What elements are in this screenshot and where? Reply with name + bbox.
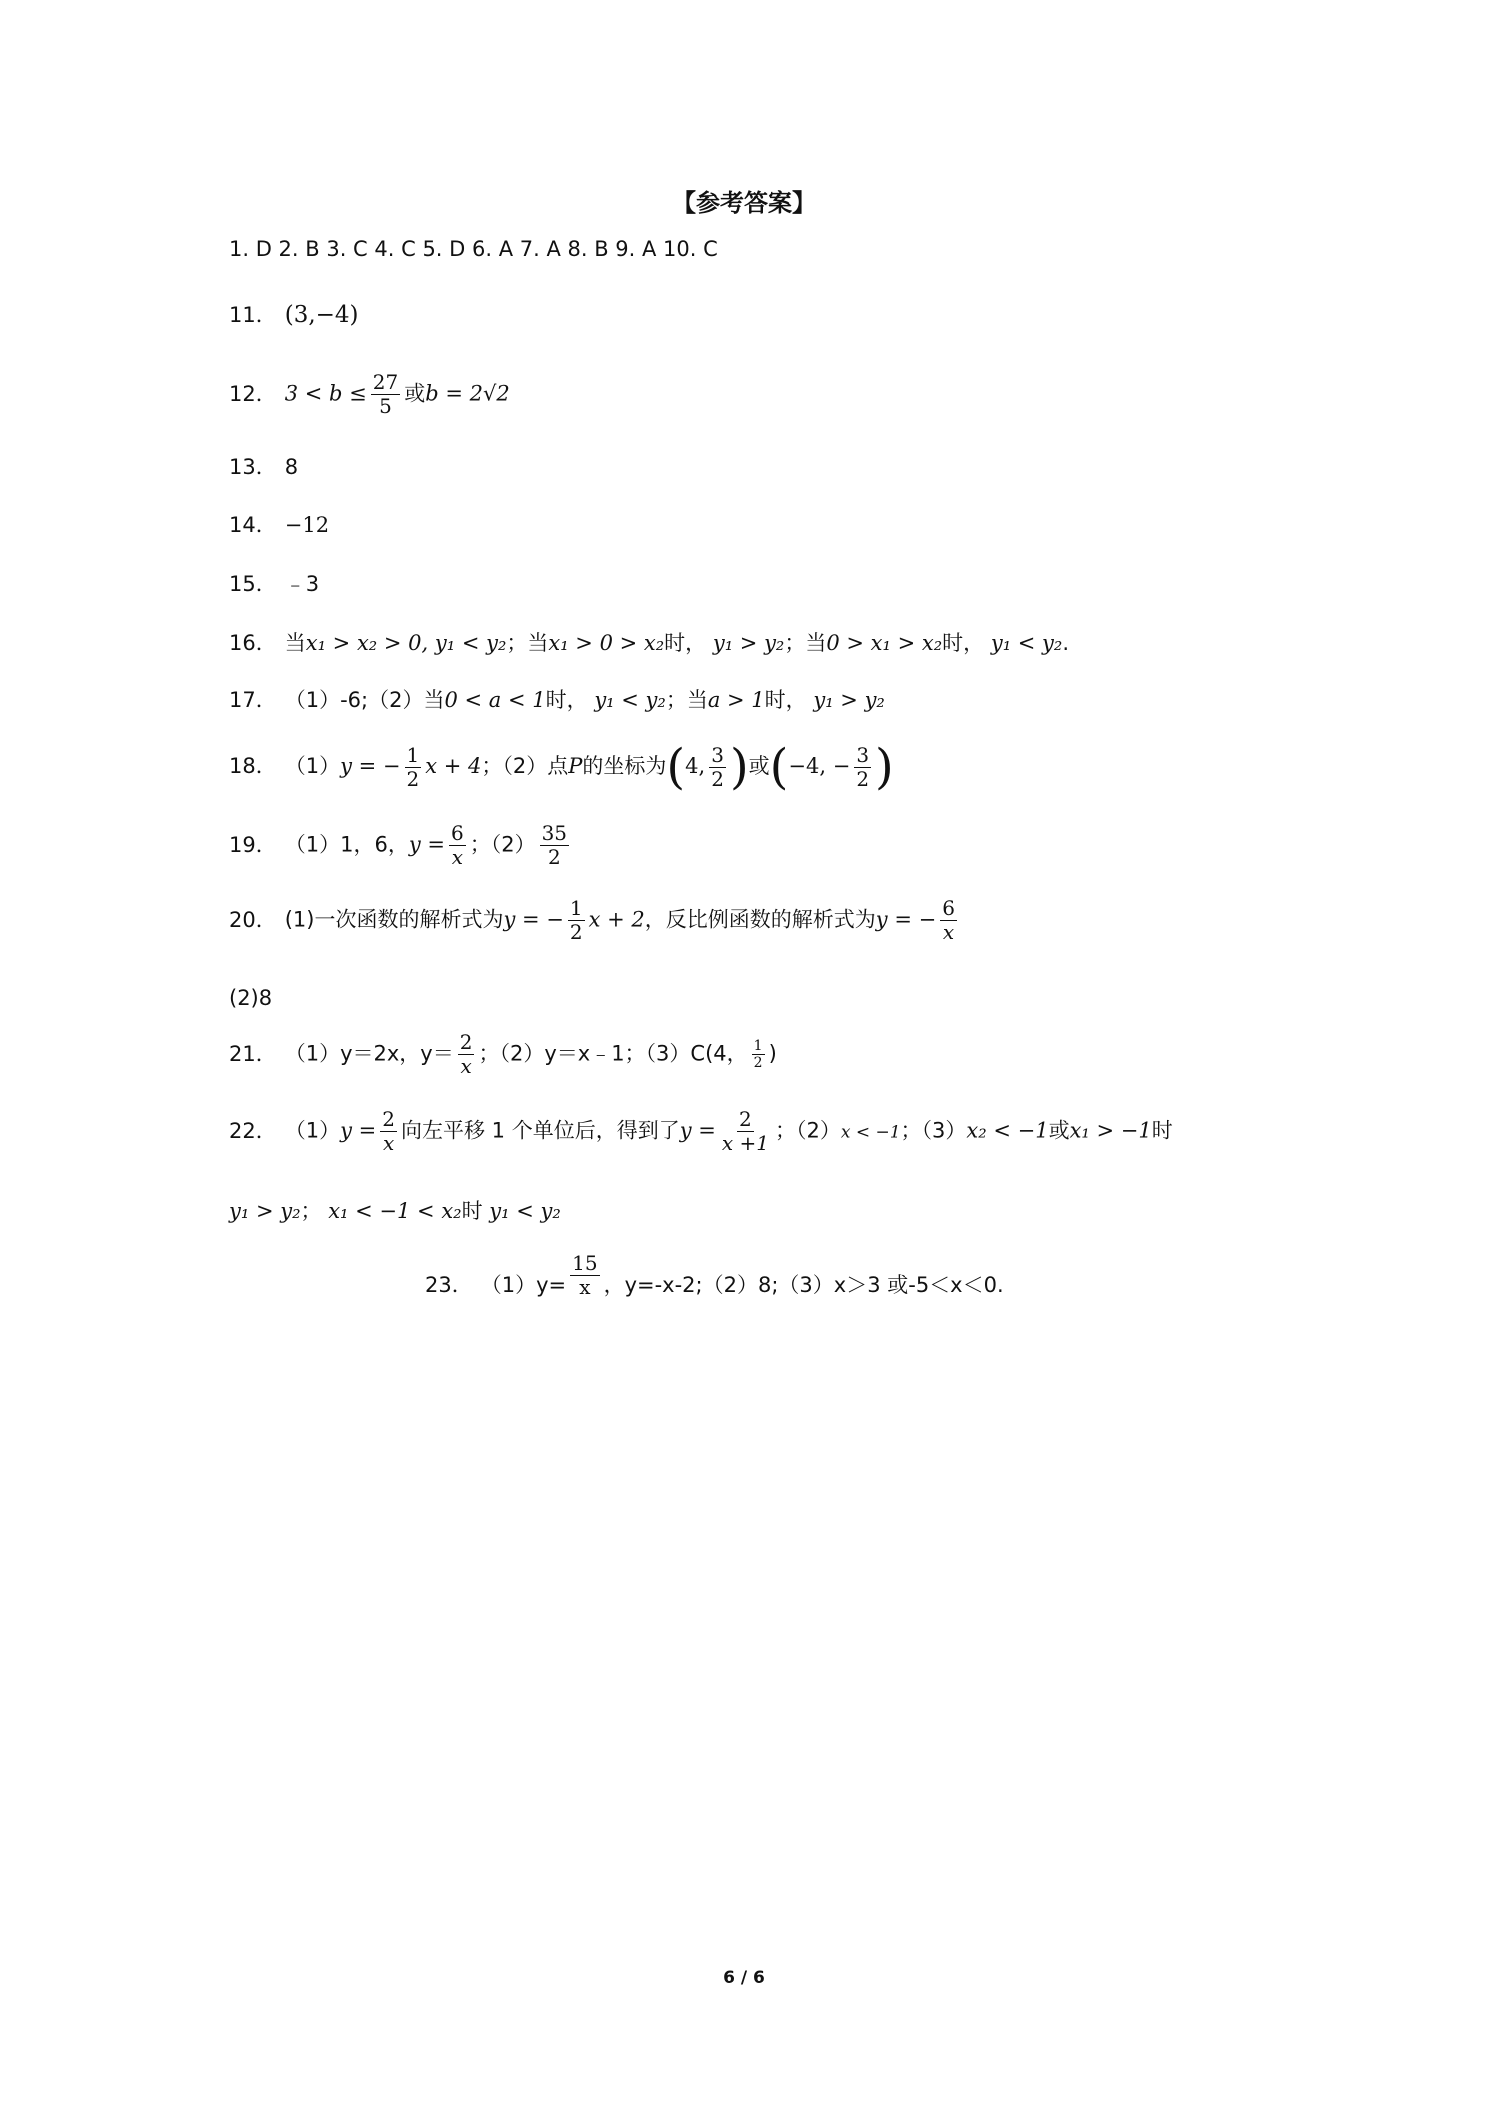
answer-20-part-2: (2)8 [229, 986, 273, 1010]
text: 时， [764, 688, 807, 712]
text: 时， [545, 688, 588, 712]
text: ；当 [784, 631, 827, 655]
answer-value: (3,−4) [284, 302, 359, 328]
fraction [854, 744, 871, 791]
page-number: 6 / 6 [723, 1968, 765, 1988]
text: ；（2） [469, 832, 536, 857]
denominator: x [579, 1275, 591, 1299]
text: ；（2） [774, 1118, 841, 1143]
math-text: x + 4 [425, 754, 482, 778]
math-text: x₁ > x₂ > 0, y₁ < y₂ [305, 631, 507, 655]
text: 时 [1151, 1118, 1173, 1143]
fraction [405, 744, 422, 791]
answer-18 [229, 739, 894, 795]
answer-22 [229, 1108, 1173, 1155]
denominator: 2 [711, 766, 724, 791]
denominator: 2 [753, 1055, 763, 1071]
denominator: 2 [547, 845, 561, 869]
numerator: 2 [739, 1107, 752, 1131]
text: ；当 [506, 631, 549, 655]
text: 当 [284, 631, 306, 655]
math-text: y = [408, 832, 445, 857]
math-text: x₂ < −1 [966, 1118, 1049, 1143]
text: ) [768, 1041, 777, 1066]
numerator: 2 [382, 1107, 395, 1131]
text: 向左平移 1 个单位后，得到了 [400, 1118, 680, 1143]
denominator: x [451, 845, 463, 869]
answers-1-10: 1. D 2. B 3. C 4. C 5. D 6. A 7. A 8. B 9. A 10. C [229, 237, 718, 261]
question-number: 22． [229, 1118, 277, 1143]
fraction [709, 744, 726, 791]
answer-16 [229, 633, 1069, 654]
numerator: 1 [753, 1037, 763, 1054]
answer-value: −12 [284, 513, 330, 537]
numerator: 35 [541, 821, 568, 845]
text: （1）-6;（2）当 [284, 688, 445, 712]
text: ，y=-x-2;（2）8;（3）x＞3 或-5＜x＜0. [603, 1273, 1004, 1297]
fraction [380, 1108, 397, 1155]
left-paren: ( [666, 739, 686, 795]
math-text: x + 2 [588, 907, 645, 932]
math-text: y₁ < y₂ [594, 688, 666, 712]
fraction [371, 371, 400, 418]
math-text: 0 > x₁ > x₂ [826, 631, 943, 655]
text: ，反比例函数的解析式为 [644, 907, 876, 932]
numerator: 1 [569, 896, 583, 920]
answer-value: ﹣3 [284, 572, 320, 596]
text: . [1062, 631, 1070, 655]
fraction [720, 1108, 771, 1155]
answer-17 [229, 690, 885, 711]
denominator: 2 [856, 766, 870, 791]
text: （1）1，6， [284, 832, 409, 857]
numerator: 1 [406, 742, 420, 767]
math-text: x₁ > −1 [1069, 1118, 1152, 1143]
page-title: 【参考答案】 [672, 189, 816, 217]
question-number: 13． [229, 455, 277, 479]
denominator: x +1 [721, 1131, 769, 1155]
text: ；（3） [900, 1118, 967, 1143]
math-text: 4, [685, 754, 706, 778]
math-text: 3 < b ≤ [284, 381, 367, 406]
text: ；当 [665, 688, 708, 712]
answer-19 [229, 822, 573, 869]
fraction [568, 897, 585, 944]
denominator: 2 [406, 766, 420, 791]
numerator: 2 [459, 1030, 473, 1054]
numerator: 3 [856, 742, 870, 767]
math-text: y = − [340, 754, 401, 778]
denominator: x [382, 1131, 395, 1155]
math-text: b = 2√2 [425, 381, 510, 406]
text: 或 [748, 754, 770, 778]
question-number: 14． [229, 513, 277, 537]
text: (1)一次函数的解析式为 [284, 907, 504, 932]
text: ；（2）点 [481, 754, 569, 778]
fraction [570, 1252, 599, 1299]
math-text: 0 < a < 1 [444, 688, 546, 712]
text: 时 [461, 1199, 483, 1223]
math-text: y₁ > y₂ [813, 688, 885, 712]
question-number: 21． [229, 1041, 277, 1066]
math-text: y₁ < y₂ [489, 1199, 561, 1223]
math-text: y = − [875, 907, 937, 932]
question-number: 15． [229, 572, 277, 596]
numerator: 15 [572, 1251, 598, 1275]
answer-22-continued [229, 1201, 561, 1222]
question-number: 19． [229, 832, 277, 857]
denominator: x [460, 1054, 472, 1078]
fraction [752, 1038, 765, 1071]
question-number: 12． [229, 381, 277, 406]
text: （1） [284, 1118, 341, 1143]
math-text: y = − [503, 907, 564, 932]
text: ； [300, 1199, 322, 1223]
text: （1）y= [480, 1273, 567, 1297]
answer-23 [425, 1252, 1004, 1299]
numerator: 6 [450, 821, 464, 845]
fraction [540, 822, 569, 869]
left-paren: ( [769, 739, 789, 795]
math-text: x < −1 [840, 1122, 901, 1143]
answer-11 [229, 304, 359, 327]
math-text: x₁ < −1 < x₂ [328, 1199, 462, 1223]
fraction [458, 1031, 475, 1078]
numerator: 3 [711, 742, 724, 767]
math-text: y₁ > y₂ [229, 1199, 301, 1223]
question-number: 17． [229, 688, 277, 712]
numerator: 6 [942, 896, 955, 920]
text: 时， [664, 631, 707, 655]
question-number: 18． [229, 754, 277, 778]
text: ；（2）y＝x﹣1；（3）C(4， [478, 1041, 748, 1066]
answer-21 [229, 1031, 777, 1078]
text: 或 [404, 381, 426, 406]
text: 或 [1048, 1118, 1070, 1143]
answer-20 [229, 897, 961, 944]
text: （1）y＝2x，y＝ [284, 1041, 454, 1066]
fraction [449, 822, 466, 869]
question-number: 23． [425, 1273, 473, 1297]
answer-14 [229, 515, 329, 536]
right-paren: ) [875, 739, 894, 795]
answer-15 [229, 574, 319, 595]
text: （1） [284, 754, 341, 778]
math-text: P [568, 754, 583, 778]
question-number: 20． [229, 907, 277, 932]
math-text: y₁ > y₂ [712, 631, 785, 655]
question-number: 16． [229, 631, 277, 655]
text: 时， [942, 631, 985, 655]
math-text: a > 1 [707, 688, 765, 712]
answer-13 [229, 457, 298, 478]
math-text: y₁ < y₂ [990, 631, 1063, 655]
denominator: 2 [569, 920, 583, 944]
math-text: y = [340, 1118, 377, 1143]
answer-12 [229, 371, 510, 418]
math-text: −4, − [788, 754, 851, 778]
answer-value: 8 [284, 455, 299, 479]
right-paren: ) [729, 739, 749, 795]
numerator: 27 [372, 370, 399, 394]
question-number: 11． [229, 303, 277, 327]
denominator: 5 [379, 394, 392, 418]
math-text: y = [679, 1118, 716, 1143]
denominator: x [942, 920, 955, 944]
fraction [940, 897, 957, 944]
text: 的坐标为 [582, 754, 667, 778]
math-text: x₁ > 0 > x₂ [548, 631, 665, 655]
